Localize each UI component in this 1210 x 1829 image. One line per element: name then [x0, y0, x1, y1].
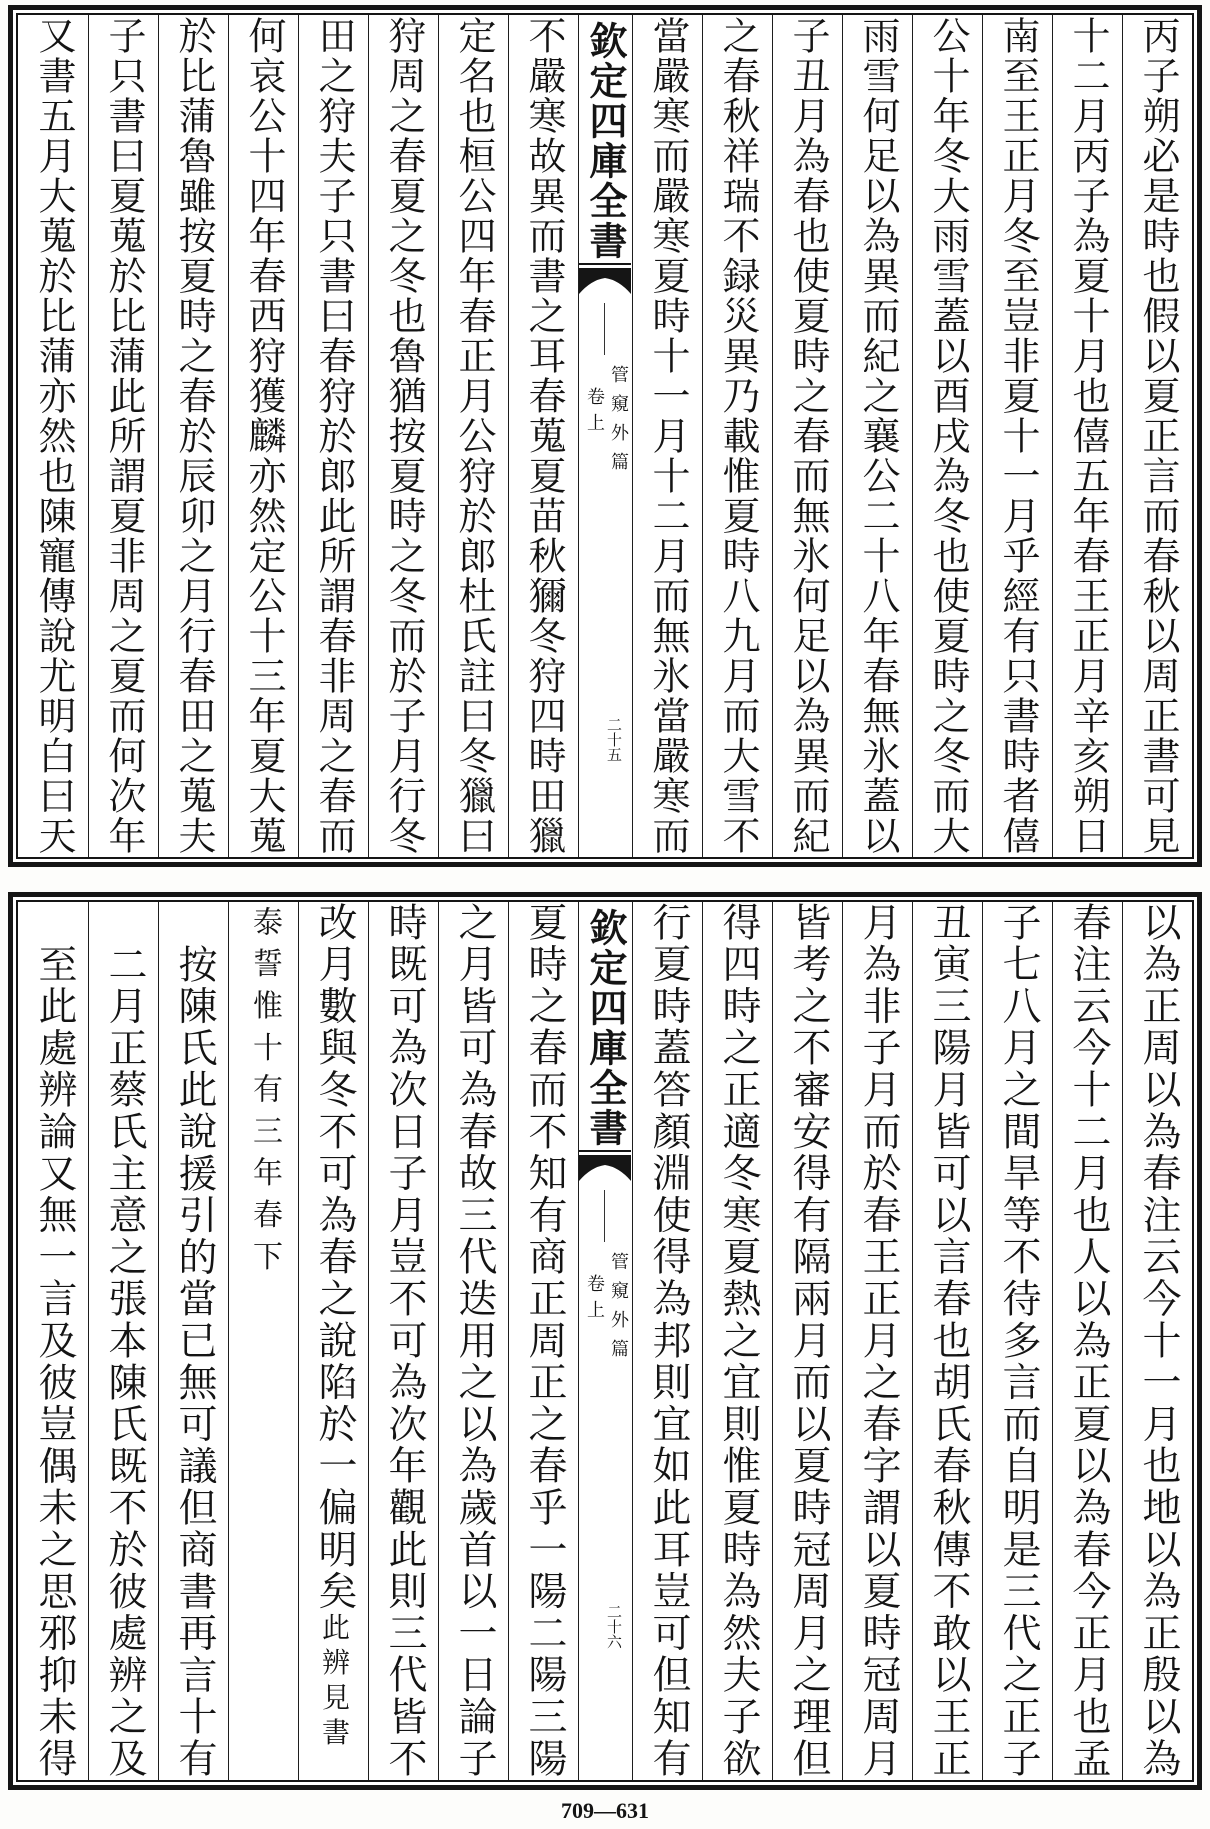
text-column — [508, 902, 578, 1780]
note-column — [228, 902, 298, 1780]
text-column — [1052, 902, 1122, 1780]
text-column — [702, 15, 772, 857]
text-column — [298, 15, 368, 857]
column-text: 得四時之正適冬寒夏熱之宜則惟夏時為然夫子欲 — [716, 902, 761, 1780]
commentary-column — [158, 902, 228, 1780]
column-text: 又書五月大蒐於比蒲亦然也陳寵傳說尤明白曰天 — [32, 16, 76, 856]
column-text: 何哀公十四年春西狩獲麟亦然定公十三年夏大蒐 — [242, 16, 286, 856]
column-note: 泰誓惟十有三年春下 — [247, 906, 282, 1283]
page-panel-lower — [8, 892, 1202, 1790]
column-text: 按陳氏此說援引的當已無可議但商書再言十有 — [172, 944, 217, 1780]
page-panel-upper — [8, 5, 1202, 867]
column-text: 夏時之春而不知有商正周正之春乎一陽二陽三陽 — [522, 902, 567, 1780]
banxin-rule — [604, 303, 605, 355]
fish-tail-ornament — [579, 1150, 631, 1184]
text-column — [438, 15, 508, 857]
text-column — [228, 15, 298, 857]
text-column — [1122, 902, 1192, 1780]
column-text: 十二月丙子為夏十月也僖五年春王正月辛亥朔日 — [1066, 16, 1110, 856]
text-column — [18, 15, 88, 857]
folio-number: 二十五 — [605, 717, 623, 762]
column-text: 皆考之不審安得有隔兩月而以夏時冠周月之理但 — [786, 902, 831, 1780]
text-column — [438, 902, 508, 1780]
column-text: 時既可為次日子月豈不可為次年觀此則三代皆不 — [382, 902, 427, 1780]
column-text: 行夏時蓋答顏淵使得為邦則宜如此耳豈可但知有 — [646, 902, 691, 1780]
column-grid — [16, 900, 1194, 1782]
book-title: 管窺外篇 — [608, 1252, 629, 1368]
juan-label: 卷上 — [584, 1274, 605, 1326]
fish-tail-ornament — [579, 263, 631, 297]
column-text: 子丑月為春也使夏時之春而無氷何足以為異而紀 — [786, 16, 830, 856]
commentary-column — [88, 902, 158, 1780]
juan-label: 卷上 — [584, 387, 605, 439]
column-text: 於比蒲魯雖按夏時之春於辰卯之月行春田之蒐夫 — [172, 16, 216, 856]
series-title: 欽定四庫全書 — [583, 908, 628, 1148]
column-text: 丙子朔必是時也假以夏正言而春秋以周正書可見 — [1136, 16, 1180, 856]
text-column — [702, 902, 772, 1780]
column-text: 子七八月之間旱等不待多言而自明是三代之正子 — [996, 902, 1041, 1780]
column-text: 雨雪何足以為異而紀之襄公二十八年春無氷蓋以 — [856, 16, 900, 856]
column-text: 丑寅三陽月皆可以言春也胡氏春秋傳不敢以王正 — [926, 902, 971, 1780]
commentary-column — [18, 902, 88, 1780]
column-text: 子只書曰夏蒐於比蒲此所謂夏非周之夏而何次年 — [102, 16, 146, 856]
column-text: 南至王正月冬至豈非夏十一月乎經有只書時者僖 — [996, 16, 1040, 856]
column-text: 田之狩夫子只書曰春狩於郎此所謂春非周之春而 — [312, 16, 356, 856]
book-title: 管窺外篇 — [608, 365, 629, 481]
text-column — [632, 15, 702, 857]
text-column — [772, 15, 842, 857]
column-text: 二月正蔡氏主意之張本陳氏既不於彼處辨之及 — [102, 944, 147, 1780]
text-column — [368, 15, 438, 857]
text-column — [982, 15, 1052, 857]
column-text: 之月皆可為春故三代迭用之以為歲首以一日論子 — [452, 902, 497, 1780]
page-code: 709—631 — [561, 1798, 649, 1823]
column-text: 公十年冬大雨雪蓋以酉戌為冬也使夏時之冬而大 — [926, 16, 970, 856]
column-text: 之春秋祥瑞不録災異乃載惟夏時八九月而大雪不 — [716, 16, 760, 856]
folio-number: 二十六 — [605, 1604, 623, 1649]
column-text: 以為正周以為春注云今十一月也地以為正殷以為 — [1136, 902, 1181, 1780]
column-note: 此辨見書 — [318, 1612, 351, 1753]
banxin-rule — [604, 1190, 605, 1242]
column-text: 月為非子月而於春王正月之春字謂以夏時冠周月 — [856, 902, 901, 1780]
column-grid — [16, 13, 1194, 859]
series-title: 欽定四庫全書 — [583, 21, 628, 261]
column-text: 春注云今十二月也人以為正夏以為春今正月也孟 — [1066, 902, 1111, 1780]
column-text: 不嚴寒故異而書之耳春蒐夏苗秋獮冬狩四時田獵 — [522, 16, 566, 856]
text-column — [88, 15, 158, 857]
text-column — [508, 15, 578, 857]
column-text: 當嚴寒而嚴寒夏時十一月十二月而無氷當嚴寒而 — [646, 16, 690, 856]
text-column — [912, 15, 982, 857]
text-column — [912, 902, 982, 1780]
text-column — [1052, 15, 1122, 857]
text-column — [982, 902, 1052, 1780]
column-text: 狩周之春夏之冬也魯猶按夏時之冬而於子月行冬 — [382, 16, 426, 856]
text-column — [158, 15, 228, 857]
banxin-center-column — [578, 15, 632, 857]
text-column — [842, 902, 912, 1780]
text-column — [842, 15, 912, 857]
banxin-center-column — [578, 902, 632, 1780]
text-column — [632, 902, 702, 1780]
column-text: 改月數與冬不可為春之說陷於一偏明矣 — [312, 902, 357, 1613]
text-column — [772, 902, 842, 1780]
column-text: 定名也桓公四年春正月公狩於郎杜氏註曰冬獵曰 — [452, 16, 496, 856]
text-column — [298, 902, 368, 1780]
text-column — [368, 902, 438, 1780]
text-column — [1122, 15, 1192, 857]
column-text: 至此處辨論又無一言及彼豈偶未之思邪抑未得 — [32, 944, 77, 1780]
